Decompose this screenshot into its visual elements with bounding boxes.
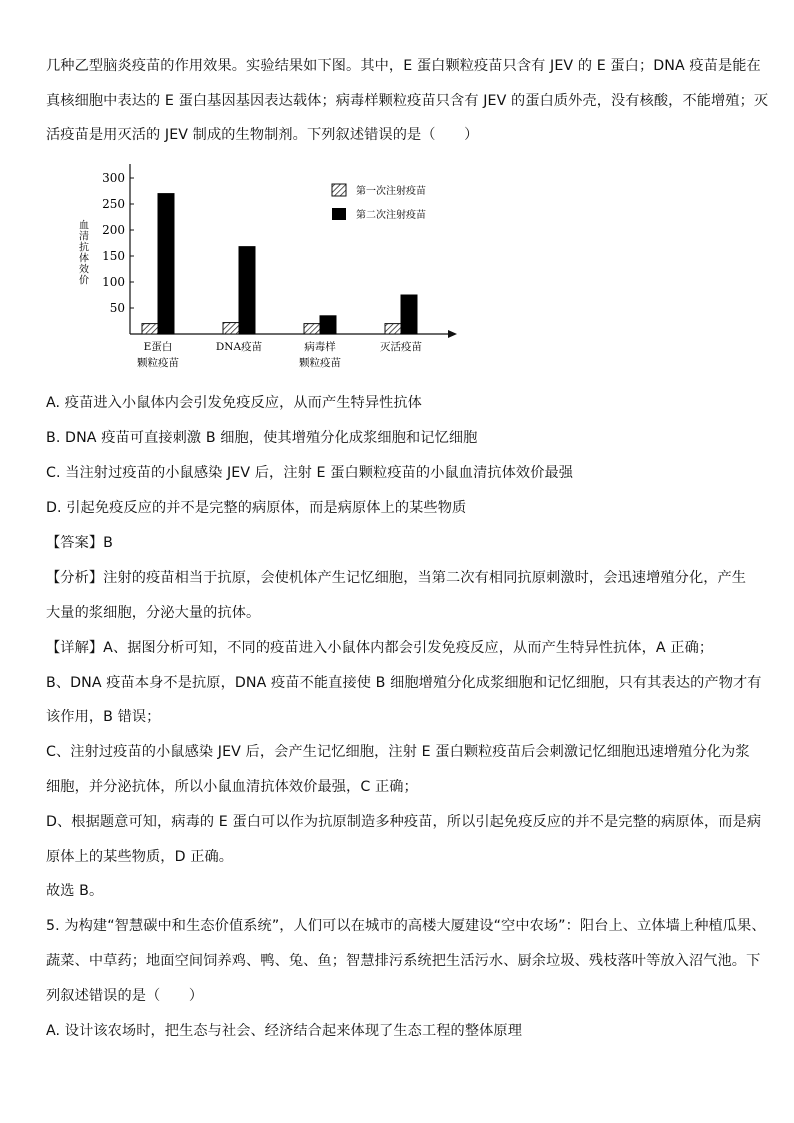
y-axis-label: 血清抗体效价 xyxy=(79,220,89,287)
question-5-line-2: 蔬菜、中草药；地面空间饲养鸡、鸭、兔、鱼；智慧排污系统把生活污水、厨余垃圾、残枝落叶等放入沼气池。下 xyxy=(46,953,761,969)
detail-line-7: 原体上的某些物质，D 正确。 xyxy=(46,849,234,865)
question-text-line-2: 真核细胞中表达的 E 蛋白基因基因表达载体；病毒样颗粒疫苗只含有 JEV 的蛋白质外壳，没有核酸，不能增殖；灭 xyxy=(46,93,769,109)
bar-first-injection-0 xyxy=(142,324,158,334)
category-label-1-0: DNA疫苗 xyxy=(215,341,263,353)
category-label-3-0: 灭活疫苗 xyxy=(380,341,422,353)
category-label-2-0: 病毒样 xyxy=(304,341,336,353)
detail-conclusion: 故选 B。 xyxy=(46,883,104,899)
bar-second-injection-0 xyxy=(158,194,174,334)
y-tick-label-150: 150 xyxy=(102,249,125,263)
bar-first-injection-1 xyxy=(223,323,239,334)
option-a: A. 疫苗进入小鼠体内会引发免疫反应，从而产生特异性抗体 xyxy=(46,395,422,411)
analysis-line-2: 大量的浆细胞，分泌大量的抗体。 xyxy=(46,605,261,621)
legend-swatch-first xyxy=(332,184,346,196)
category-label-2-1: 颗粒疫苗 xyxy=(299,357,341,369)
detail-line-1: 【详解】A、据图分析可知，不同的疫苗进入小鼠体内都会引发免疫反应，从而产生特异性抗体，A 正确； xyxy=(46,640,714,656)
antibody-titer-bar-chart xyxy=(70,160,470,380)
detail-line-6: D、根据题意可知，病毒的 E 蛋白可以作为抗原制造多种疫苗，所以引起免疫反应的并不是完整的病原体，而是病 xyxy=(46,814,762,830)
category-label-0-1: 颗粒疫苗 xyxy=(137,357,179,369)
bar-second-injection-1 xyxy=(239,247,255,334)
x-axis-arrow xyxy=(448,330,457,338)
detail-line-4: C、注射过疫苗的小鼠感染 JEV 后，会产生记忆细胞，注射 E 蛋白颗粒疫苗后会刺激记忆细胞迅速增殖分化为浆 xyxy=(46,744,750,760)
legend-swatch-second xyxy=(332,208,346,220)
bar-second-injection-3 xyxy=(401,295,417,334)
y-tick-label-250: 250 xyxy=(102,197,125,211)
bar-first-injection-3 xyxy=(385,324,401,334)
analysis-line-1: 【分析】注射的疫苗相当于抗原，会使机体产生记忆细胞，当第二次有相同抗原刺激时，会迅速增殖分化，产生 xyxy=(46,570,747,586)
question-text-line-3: 活疫苗是用灭活的 JEV 制成的生物制剂。下列叙述错误的是（ ） xyxy=(46,127,479,143)
question-text-line-1: 几种乙型脑炎疫苗的作用效果。实验结果如下图。其中，E 蛋白颗粒疫苗只含有 JEV 的 E 蛋白；DNA 疫苗是能在 xyxy=(46,58,761,74)
y-tick-label-100: 100 xyxy=(102,275,125,289)
bar-second-injection-2 xyxy=(320,316,336,334)
detail-line-5: 细胞，并分泌抗体，所以小鼠血清抗体效价最强，C 正确； xyxy=(46,779,418,795)
legend-label-first: 第一次注射疫苗 xyxy=(356,186,426,197)
y-tick-label-50: 50 xyxy=(109,301,125,315)
option-c: C. 当注射过疫苗的小鼠感染 JEV 后，注射 E 蛋白颗粒疫苗的小鼠血清抗体效价最强 xyxy=(46,465,574,481)
category-label-0-0: E蛋白 xyxy=(143,341,173,353)
question-5-line-3: 列叙述错误的是（ ） xyxy=(46,988,204,1004)
legend-label-second: 第二次注射疫苗 xyxy=(356,210,426,221)
question-5-line-1: 5. 为构建“智慧碳中和生态价值系统”，人们可以在城市的高楼大厦建设“空中农场”：阳台上、立体墙上种植瓜果、 xyxy=(46,918,766,934)
y-tick-label-300: 300 xyxy=(102,171,125,185)
bar-first-injection-2 xyxy=(304,324,320,334)
option-b: B. DNA 疫苗可直接刺激 B 细胞，使其增殖分化成浆细胞和记忆细胞 xyxy=(46,430,478,446)
answer-label: 【答案】B xyxy=(46,535,113,551)
option-d: D. 引起免疫反应的并不是完整的病原体，而是病原体上的某些物质 xyxy=(46,500,467,516)
y-tick-label-200: 200 xyxy=(102,223,125,237)
detail-line-2: B、DNA 疫苗本身不是抗原，DNA 疫苗不能直接使 B 细胞增殖分化成浆细胞和记忆细胞，只有其表达的产物才有 xyxy=(46,675,762,691)
question-5-option-a: A. 设计该农场时，把生态与社会、经济结合起来体现了生态工程的整体原理 xyxy=(46,1023,522,1039)
detail-line-3: 该作用，B 错误； xyxy=(46,709,161,725)
